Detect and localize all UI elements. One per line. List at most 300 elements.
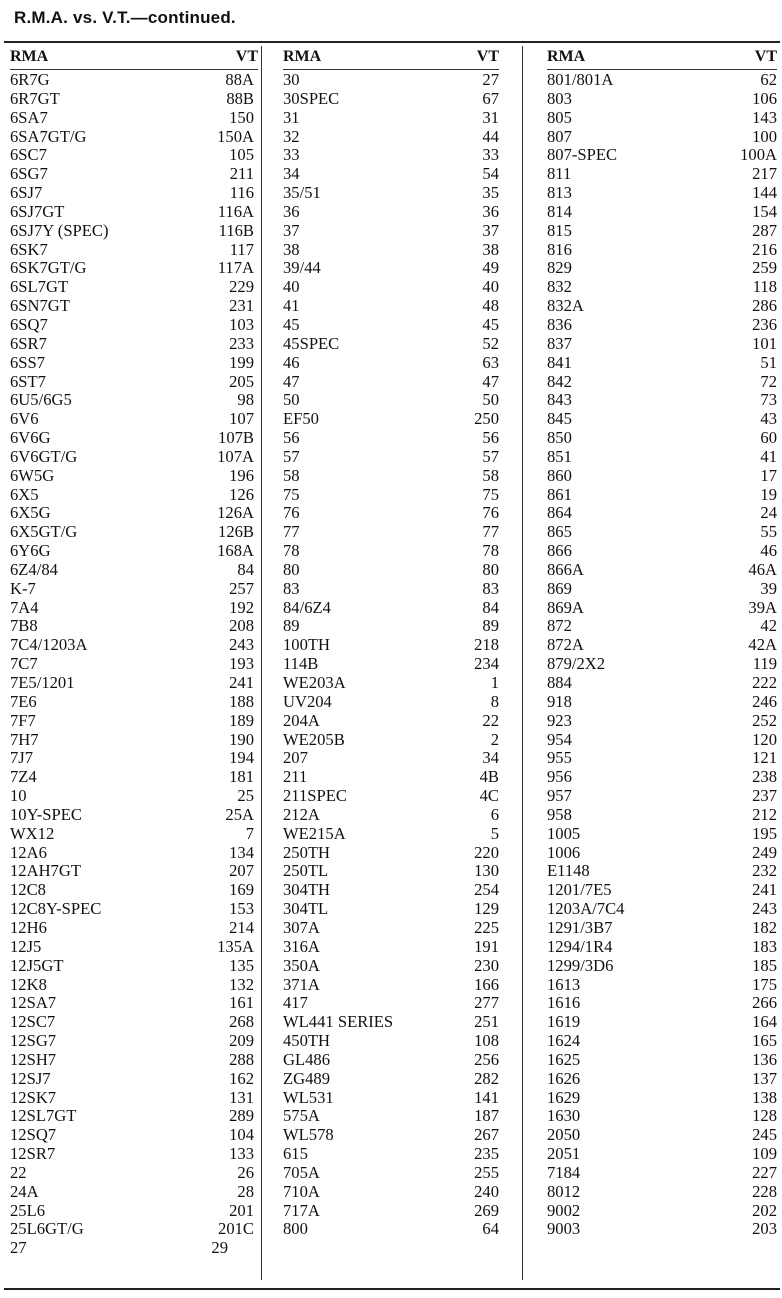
rma-cell: 25L6GT/G bbox=[10, 1219, 84, 1239]
table-row bbox=[547, 862, 777, 881]
rma-cell: 884 bbox=[547, 673, 572, 692]
vt-cell: 268 bbox=[229, 1012, 254, 1032]
rma-cell: 865 bbox=[547, 522, 572, 542]
vt-cell: 116A bbox=[217, 201, 254, 221]
column-header bbox=[547, 46, 777, 69]
header-rma: RMA bbox=[10, 48, 49, 65]
table-row bbox=[10, 674, 258, 693]
rma-cell: 12SA7 bbox=[10, 993, 57, 1013]
rma-cell: 957 bbox=[547, 786, 572, 806]
table-row bbox=[283, 1051, 499, 1070]
table-row bbox=[547, 655, 777, 674]
rma-cell: 33 bbox=[283, 145, 300, 165]
vt-cell: 201 bbox=[229, 1200, 254, 1220]
vt-cell: 235 bbox=[474, 1144, 499, 1164]
rma-cell: 75 bbox=[283, 484, 300, 504]
table-row bbox=[547, 448, 777, 467]
table-row bbox=[10, 749, 258, 768]
table-row bbox=[283, 222, 499, 241]
rma-cell: 923 bbox=[547, 710, 572, 730]
table-row bbox=[547, 900, 777, 919]
vt-cell: 168A bbox=[217, 541, 254, 561]
rma-cell: 800 bbox=[283, 1219, 308, 1239]
rma-cell: 1291/3B7 bbox=[547, 917, 613, 937]
table-row bbox=[283, 542, 499, 561]
vt-cell: 228 bbox=[752, 1181, 777, 1201]
rma-cell: 6SA7GT/G bbox=[10, 126, 87, 146]
rma-cell: 34 bbox=[283, 164, 300, 184]
table-row bbox=[283, 1013, 499, 1032]
vt-cell: 269 bbox=[474, 1200, 499, 1220]
table-row bbox=[10, 146, 258, 165]
vt-cell: 107A bbox=[217, 446, 254, 466]
table-row bbox=[283, 1220, 499, 1239]
table-row bbox=[283, 919, 499, 938]
rma-cell: 816 bbox=[547, 239, 572, 259]
column-divider bbox=[522, 46, 523, 1280]
vt-cell: 88B bbox=[226, 88, 254, 108]
table-row bbox=[10, 278, 258, 297]
table-row bbox=[547, 617, 777, 636]
rma-cell: 12K8 bbox=[10, 974, 47, 994]
table-row bbox=[283, 825, 499, 844]
rma-cell: 211SPEC bbox=[283, 786, 347, 806]
vt-cell: 246 bbox=[752, 691, 777, 711]
vt-cell: 51 bbox=[760, 352, 777, 372]
rma-cell: 12AH7GT bbox=[10, 861, 81, 881]
table-row bbox=[283, 636, 499, 655]
rma-cell: 250TL bbox=[283, 861, 329, 881]
table-row bbox=[283, 862, 499, 881]
rma-cell: 807 bbox=[547, 126, 572, 146]
vt-cell: 243 bbox=[229, 635, 254, 655]
table-row bbox=[547, 410, 777, 429]
table-row bbox=[547, 1183, 777, 1202]
vt-cell: 240 bbox=[474, 1181, 499, 1201]
vt-cell: 187 bbox=[474, 1106, 499, 1126]
table-row bbox=[283, 599, 499, 618]
rma-cell: 7Z4 bbox=[10, 767, 37, 787]
vt-cell: 49 bbox=[482, 258, 499, 278]
rma-cell: 83 bbox=[283, 578, 300, 598]
vt-cell: 188 bbox=[229, 691, 254, 711]
rma-cell: 1630 bbox=[547, 1106, 581, 1126]
vt-cell: 35 bbox=[482, 183, 499, 203]
vt-cell: 289 bbox=[229, 1106, 254, 1126]
vt-cell: 234 bbox=[474, 654, 499, 674]
table-row bbox=[10, 994, 258, 1013]
table-row bbox=[283, 259, 499, 278]
vt-cell: 128 bbox=[752, 1106, 777, 1126]
table-row bbox=[547, 806, 777, 825]
vt-cell: 73 bbox=[760, 390, 777, 410]
header-rma: RMA bbox=[283, 48, 322, 65]
vt-cell: 249 bbox=[752, 842, 777, 862]
vt-cell: 217 bbox=[752, 164, 777, 184]
table-row bbox=[10, 354, 258, 373]
vt-cell: 130 bbox=[474, 861, 499, 881]
vt-cell: 169 bbox=[229, 880, 254, 900]
rma-cell: 12SH7 bbox=[10, 1049, 57, 1069]
table-row bbox=[10, 655, 258, 674]
vt-cell: 27 bbox=[482, 70, 499, 89]
table-row bbox=[283, 146, 499, 165]
table-row bbox=[547, 994, 777, 1013]
vt-cell: 64 bbox=[482, 1219, 499, 1239]
vt-cell: 267 bbox=[474, 1125, 499, 1145]
table-row bbox=[547, 976, 777, 995]
rma-cell: 6SS7 bbox=[10, 352, 46, 372]
table-row bbox=[10, 391, 258, 410]
table-row bbox=[283, 278, 499, 297]
vt-cell: 75 bbox=[482, 484, 499, 504]
rma-cell: 56 bbox=[283, 428, 300, 448]
rma-cell: 1203A/7C4 bbox=[547, 899, 625, 919]
rma-cell: 1625 bbox=[547, 1049, 581, 1069]
rma-cell: 6Y6G bbox=[10, 541, 51, 561]
table-row bbox=[283, 1089, 499, 1108]
rma-cell: 6W5G bbox=[10, 465, 55, 485]
vt-cell: 83 bbox=[482, 578, 499, 598]
rma-cell: 6SA7 bbox=[10, 107, 48, 127]
vt-cell: 52 bbox=[482, 333, 499, 353]
vt-cell: 44 bbox=[482, 126, 499, 146]
table-row bbox=[283, 241, 499, 260]
vt-cell: 63 bbox=[482, 352, 499, 372]
vt-cell: 77 bbox=[482, 522, 499, 542]
rma-cell: 861 bbox=[547, 484, 572, 504]
vt-cell: 185 bbox=[752, 955, 777, 975]
table-row bbox=[10, 1070, 258, 1089]
table-row bbox=[283, 71, 499, 90]
table-row bbox=[283, 410, 499, 429]
rma-cell: 717A bbox=[283, 1200, 320, 1220]
rma-cell: 35/51 bbox=[283, 183, 321, 203]
table-row bbox=[283, 1202, 499, 1221]
vt-cell: 25 bbox=[237, 786, 254, 806]
table-row bbox=[547, 391, 777, 410]
rma-cell: 6V6 bbox=[10, 409, 39, 429]
rma-cell: 12C8Y-SPEC bbox=[10, 899, 102, 919]
vt-cell: 231 bbox=[229, 296, 254, 316]
table-row bbox=[547, 297, 777, 316]
rma-cell: 25L6 bbox=[10, 1200, 46, 1220]
table-row bbox=[10, 504, 258, 523]
table-row bbox=[10, 259, 258, 278]
rma-cell: 304TL bbox=[283, 899, 329, 919]
table-row bbox=[283, 1126, 499, 1145]
table-row bbox=[10, 241, 258, 260]
rma-cell: 6SJ7GT bbox=[10, 201, 65, 221]
rma-cell: 24A bbox=[10, 1181, 39, 1201]
vt-cell: 136 bbox=[752, 1049, 777, 1069]
vt-cell: 54 bbox=[482, 164, 499, 184]
vt-cell: 138 bbox=[752, 1087, 777, 1107]
vt-cell: 193 bbox=[229, 654, 254, 674]
table-row bbox=[283, 1070, 499, 1089]
table-row bbox=[547, 674, 777, 693]
rma-cell: ZG489 bbox=[283, 1068, 331, 1088]
rma-cell: 710A bbox=[283, 1181, 320, 1201]
bottom-rule bbox=[4, 1288, 780, 1290]
vt-cell: 4B bbox=[479, 767, 499, 787]
table-row bbox=[547, 222, 777, 241]
rma-cell: 6ST7 bbox=[10, 371, 46, 391]
rma-cell: 803 bbox=[547, 88, 572, 108]
table-row bbox=[547, 787, 777, 806]
table-row bbox=[10, 90, 258, 109]
rma-cell: 918 bbox=[547, 691, 572, 711]
rma-cell: 845 bbox=[547, 409, 572, 429]
vt-cell: 154 bbox=[752, 201, 777, 221]
page-title: R.M.A. vs. V.T.—continued. bbox=[14, 8, 236, 27]
rma-cell: 212A bbox=[283, 804, 320, 824]
vt-cell: 8 bbox=[490, 691, 499, 711]
table-row bbox=[283, 693, 499, 712]
table-row bbox=[283, 844, 499, 863]
table-row bbox=[283, 109, 499, 128]
table-row bbox=[283, 504, 499, 523]
table-row bbox=[283, 1107, 499, 1126]
table-row bbox=[547, 316, 777, 335]
table-row bbox=[10, 297, 258, 316]
vt-cell: 212 bbox=[752, 804, 777, 824]
table-row bbox=[10, 768, 258, 787]
rma-cell: 2050 bbox=[547, 1125, 581, 1145]
rma-cell: 6SC7 bbox=[10, 145, 47, 165]
vt-cell: 143 bbox=[752, 107, 777, 127]
table-row bbox=[283, 1145, 499, 1164]
vt-cell: 216 bbox=[752, 239, 777, 259]
vt-cell: 48 bbox=[482, 296, 499, 316]
rma-cell: 46 bbox=[283, 352, 300, 372]
rma-cell: WE203A bbox=[283, 673, 346, 692]
vt-cell: 207 bbox=[229, 861, 254, 881]
table-row bbox=[10, 900, 258, 919]
vt-cell: 100A bbox=[740, 145, 777, 165]
rma-cell: 869A bbox=[547, 597, 584, 617]
rma-cell: 7184 bbox=[547, 1162, 581, 1182]
vt-cell: 98 bbox=[237, 390, 254, 410]
vt-cell: 218 bbox=[474, 635, 499, 655]
vt-cell: 120 bbox=[752, 729, 777, 749]
vt-cell: 227 bbox=[752, 1162, 777, 1182]
rma-cell: 76 bbox=[283, 503, 300, 523]
table-row bbox=[10, 561, 258, 580]
rma-cell: 615 bbox=[283, 1144, 308, 1164]
rma-cell: 1005 bbox=[547, 823, 581, 843]
vt-cell: 78 bbox=[482, 541, 499, 561]
rma-cell: 6SJ7 bbox=[10, 183, 43, 203]
vt-cell: 25A bbox=[225, 804, 254, 824]
table-row bbox=[547, 128, 777, 147]
rma-cell: 6Z4/84 bbox=[10, 559, 58, 579]
table-row bbox=[10, 957, 258, 976]
rma-cell: 841 bbox=[547, 352, 572, 372]
vt-cell: 89 bbox=[482, 616, 499, 636]
rma-cell: 836 bbox=[547, 314, 572, 334]
table-row bbox=[283, 768, 499, 787]
rma-cell: 58 bbox=[283, 465, 300, 485]
rma-cell: 7A4 bbox=[10, 597, 39, 617]
table-row bbox=[10, 617, 258, 636]
table-row bbox=[10, 448, 258, 467]
vt-cell: 84 bbox=[482, 597, 499, 617]
vt-cell: 214 bbox=[229, 917, 254, 937]
rma-cell: 6SG7 bbox=[10, 164, 48, 184]
rma-cell: 78 bbox=[283, 541, 300, 561]
rma-cell: 12SG7 bbox=[10, 1031, 57, 1051]
table-row bbox=[547, 1202, 777, 1221]
table-row bbox=[547, 731, 777, 750]
table-row bbox=[283, 335, 499, 354]
rma-cell: 1624 bbox=[547, 1031, 581, 1051]
vt-cell: 131 bbox=[229, 1087, 254, 1107]
vt-cell: 150A bbox=[217, 126, 254, 146]
vt-cell: 121 bbox=[752, 748, 777, 768]
vt-cell: 250 bbox=[474, 409, 499, 429]
vt-cell: 233 bbox=[229, 333, 254, 353]
rma-cell: 1006 bbox=[547, 842, 581, 862]
table-row bbox=[10, 580, 258, 599]
vt-cell: 26 bbox=[237, 1162, 254, 1182]
table-row bbox=[283, 448, 499, 467]
vt-cell: 107 bbox=[229, 409, 254, 429]
vt-cell: 254 bbox=[474, 880, 499, 900]
table-row bbox=[10, 636, 258, 655]
table-row bbox=[283, 467, 499, 486]
table-row bbox=[10, 1013, 258, 1032]
vt-cell: 19 bbox=[760, 484, 777, 504]
vt-cell: 256 bbox=[474, 1049, 499, 1069]
rma-cell: 866 bbox=[547, 541, 572, 561]
rma-cell: 811 bbox=[547, 164, 572, 184]
table-row bbox=[547, 957, 777, 976]
vt-cell: 1 bbox=[490, 673, 499, 692]
table-row bbox=[547, 1126, 777, 1145]
rma-cell: 417 bbox=[283, 993, 308, 1013]
vt-cell: 126 bbox=[229, 484, 254, 504]
table-row bbox=[547, 429, 777, 448]
rma-cell: 6SK7GT/G bbox=[10, 258, 87, 278]
table-row bbox=[547, 825, 777, 844]
rma-cell: 705A bbox=[283, 1162, 320, 1182]
table-column-3 bbox=[547, 46, 777, 1239]
vt-cell: 116B bbox=[218, 220, 254, 240]
table-row bbox=[547, 71, 777, 90]
vt-cell: 34 bbox=[482, 748, 499, 768]
vt-cell: 175 bbox=[752, 974, 777, 994]
vt-cell: 236 bbox=[752, 314, 777, 334]
rma-cell: 89 bbox=[283, 616, 300, 636]
table-row bbox=[547, 1145, 777, 1164]
table-row bbox=[547, 768, 777, 787]
table-row bbox=[547, 919, 777, 938]
table-row bbox=[10, 222, 258, 241]
table-row bbox=[283, 976, 499, 995]
table-row bbox=[10, 71, 258, 90]
rma-cell: WX12 bbox=[10, 823, 55, 843]
vt-cell: 58 bbox=[482, 465, 499, 485]
table-row bbox=[10, 1051, 258, 1070]
vt-cell: 42 bbox=[760, 616, 777, 636]
rma-cell: 7C4/1203A bbox=[10, 635, 88, 655]
table-row bbox=[10, 467, 258, 486]
table-row bbox=[283, 128, 499, 147]
rma-cell: 7H7 bbox=[10, 729, 39, 749]
rma-cell: 12C8 bbox=[10, 880, 46, 900]
rma-cell: 872A bbox=[547, 635, 584, 655]
table-row bbox=[10, 523, 258, 542]
rma-cell: 7E6 bbox=[10, 691, 37, 711]
rma-cell: 860 bbox=[547, 465, 572, 485]
table-row bbox=[10, 165, 258, 184]
rma-cell: 805 bbox=[547, 107, 572, 127]
vt-cell: 141 bbox=[474, 1087, 499, 1107]
table-row bbox=[283, 316, 499, 335]
rma-cell: 7J7 bbox=[10, 748, 34, 768]
rma-cell: 850 bbox=[547, 428, 572, 448]
vt-cell: 57 bbox=[482, 446, 499, 466]
vt-cell: 100 bbox=[752, 126, 777, 146]
vt-cell: 194 bbox=[229, 748, 254, 768]
table-row bbox=[547, 1051, 777, 1070]
vt-cell: 230 bbox=[474, 955, 499, 975]
vt-cell: 7 bbox=[245, 823, 254, 843]
vt-cell: 205 bbox=[229, 371, 254, 391]
table-row bbox=[10, 335, 258, 354]
vt-cell: 183 bbox=[752, 936, 777, 956]
rma-cell: 7F7 bbox=[10, 710, 36, 730]
vt-cell: 17 bbox=[760, 465, 777, 485]
column-divider bbox=[261, 46, 262, 1280]
vt-cell: 5 bbox=[490, 823, 499, 843]
vt-cell: 39A bbox=[748, 597, 777, 617]
vt-cell: 287 bbox=[752, 220, 777, 240]
vt-cell: 37 bbox=[482, 220, 499, 240]
vt-cell: 119 bbox=[752, 654, 777, 674]
vt-cell: 195 bbox=[752, 823, 777, 843]
rma-cell: K-7 bbox=[10, 578, 36, 598]
rma-cell: 814 bbox=[547, 201, 572, 221]
table-row bbox=[283, 900, 499, 919]
table-row bbox=[547, 844, 777, 863]
vt-cell: 43 bbox=[760, 409, 777, 429]
rma-cell: 6X5G bbox=[10, 503, 51, 523]
table-row bbox=[283, 391, 499, 410]
rma-cell: 36 bbox=[283, 201, 300, 221]
vt-cell: 109 bbox=[752, 1144, 777, 1164]
vt-cell: 129 bbox=[474, 899, 499, 919]
rma-cell: 7C7 bbox=[10, 654, 38, 674]
rma-cell: 6R7GT bbox=[10, 88, 60, 108]
vt-cell: 222 bbox=[752, 673, 777, 692]
rma-cell: 12SC7 bbox=[10, 1012, 56, 1032]
vt-cell: 245 bbox=[752, 1125, 777, 1145]
vt-cell: 182 bbox=[752, 917, 777, 937]
table-row bbox=[10, 184, 258, 203]
vt-cell: 62 bbox=[760, 70, 777, 89]
rma-cell: 37 bbox=[283, 220, 300, 240]
rma-cell: 837 bbox=[547, 333, 572, 353]
rma-cell: 8012 bbox=[547, 1181, 581, 1201]
table-row bbox=[283, 297, 499, 316]
table-row bbox=[283, 674, 499, 693]
vt-cell: 237 bbox=[752, 786, 777, 806]
rma-cell: 6X5GT/G bbox=[10, 522, 78, 542]
vt-cell: 56 bbox=[482, 428, 499, 448]
vt-cell: 42A bbox=[748, 635, 777, 655]
